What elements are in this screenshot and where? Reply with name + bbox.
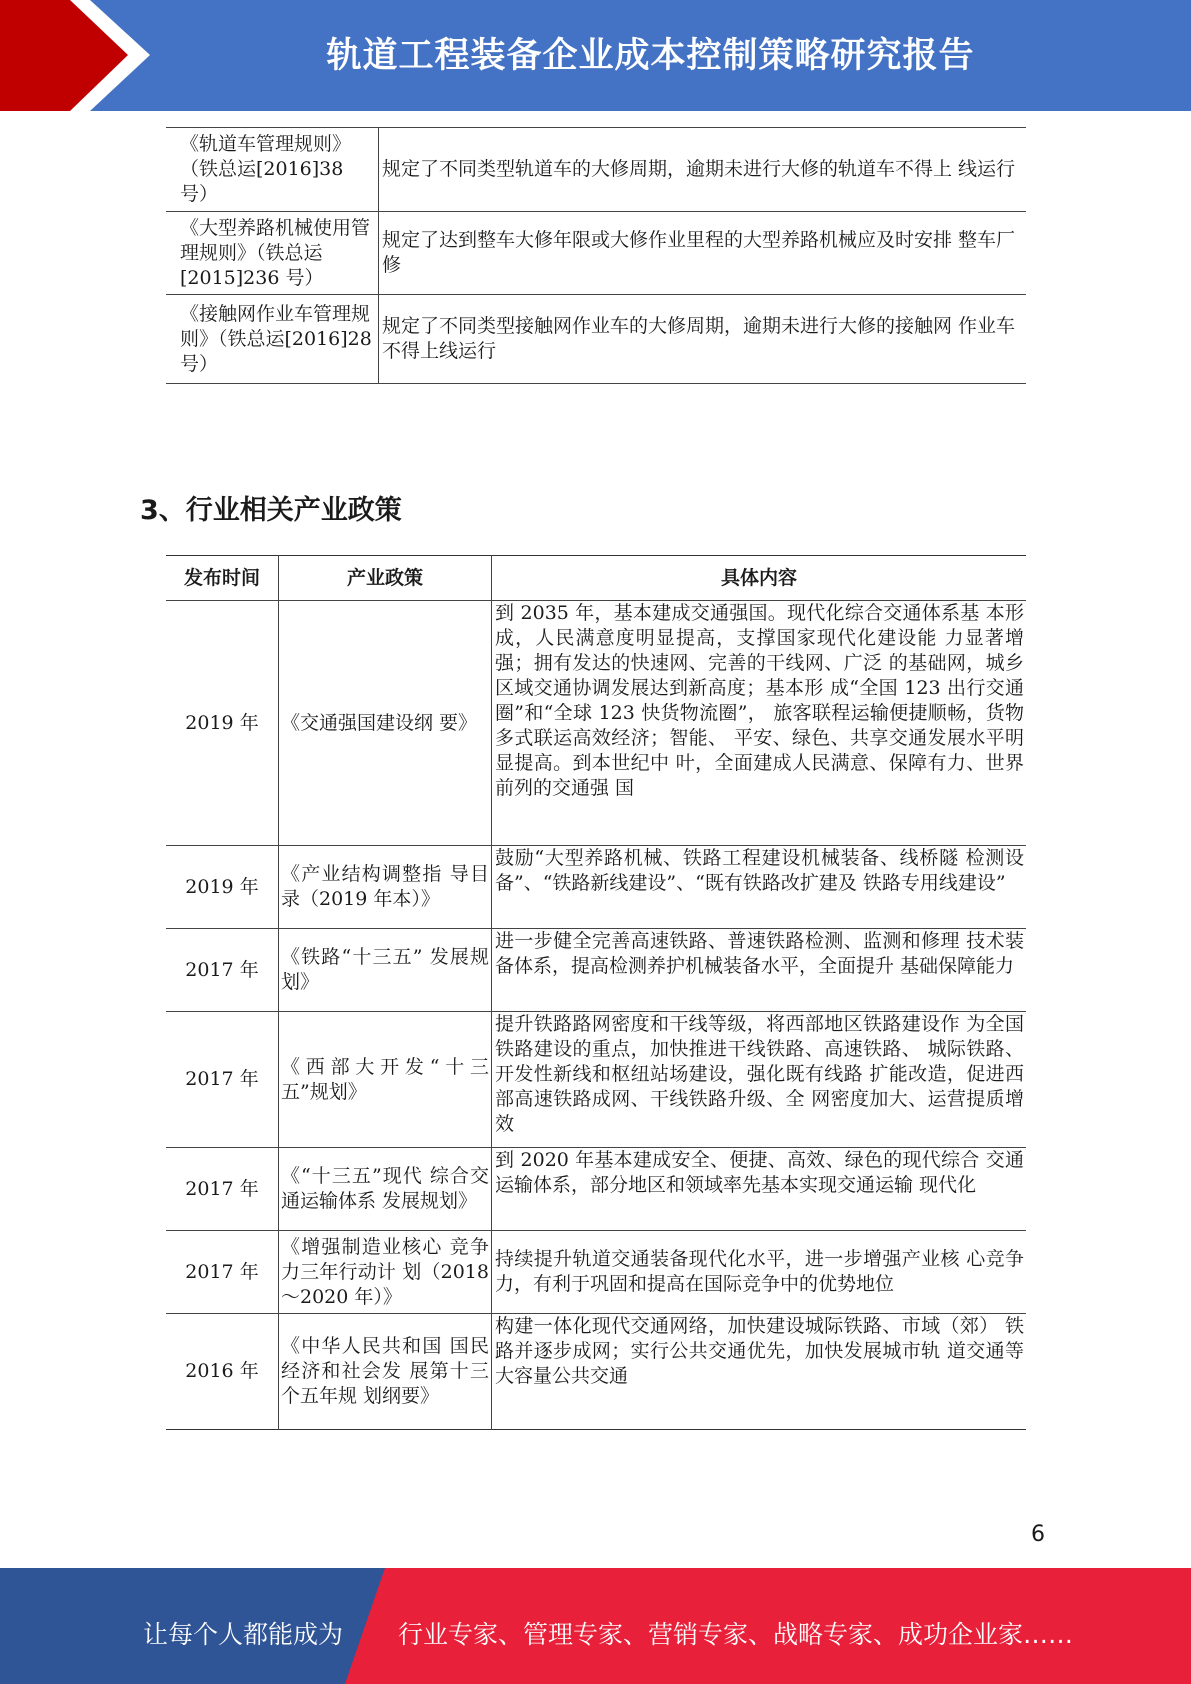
policy-content: 进一步健全完善高速铁路、普速铁路检测、监测和修理 技术装备体系，提高检测养护机械装备水平，全面提升 基础保障能力 [492,929,1027,1012]
policy-year: 2017 年 [166,1231,279,1314]
regulation-name: 《轨道车管理规则》（铁总运[2016]38 号） [166,128,379,212]
table-row [166,929,1026,1012]
policy-year: 2017 年 [166,1012,279,1148]
regulation-content: 规定了达到整车大修年限或大修作业里程的大型养路机械应及时安排 整车厂修 [379,212,1027,295]
column-header-content: 具体内容 [492,556,1027,601]
footer-slogan-right: 行业专家、管理专家、营销专家、战略专家、成功企业家…… [398,1620,1074,1649]
table-row [166,846,1026,929]
policy-year: 2019 年 [166,601,279,846]
policy-year: 2016 年 [166,1314,279,1430]
footer-slogan-left: 让每个人都能成为 [143,1620,344,1649]
policy-content: 到 2020 年基本建成安全、便捷、高效、绿色的现代综合 交通运输体系，部分地区和领域率先基本实现交通运输 现代化 [492,1148,1027,1231]
table-row [166,601,1026,846]
policy-content: 鼓励“大型养路机械、铁路工程建设机械装备、线桥隧 检测设备”、“铁路新线建设”、“既有铁路改扩建及 铁路专用线建设” [492,846,1027,929]
section-title: 3、行业相关产业政策 [140,495,402,526]
table-row [166,295,1026,384]
policy-content: 到 2035 年，基本建成交通强国。现代化综合交通体系基 本形成，人民满意度明显提高，支撑国家现代化建设能 力显著增强；拥有发达的快速网、完善的干线网、广泛 的基础网，城乡区域交通协调发展达到新高度；基本形 成“全国 123 出行交通圈”和“全球 123 快货物流圈”， 旅客联程运输便捷顺畅，货物多式联运高效经济；智能、 平安、绿色、共享交通发展水平明显提高。到本世纪中 叶，全面建成人民满意、保障有力、世界前列的交通强 国 [492,601,1027,846]
table-row [166,1012,1026,1148]
regulation-content: 规定了不同类型轨道车的大修周期，逾期未进行大修的轨道车不得上 线运行 [379,128,1027,212]
table-row [166,1148,1026,1231]
table-row [166,1231,1026,1314]
policy-year: 2019 年 [166,846,279,929]
table-row [166,212,1026,295]
policy-name: 《交通强国建设纲 要》 [279,601,492,846]
table-header-row [166,556,1026,601]
policy-name: 《“十三五”现代 综合交通运输体系 发展规划》 [279,1148,492,1231]
policy-name: 《铁路“十三五” 发展规划》 [279,929,492,1012]
regulation-name: 《大型养路机械使用管理规则》（铁总运[2015]236 号） [166,212,379,295]
table-row [166,128,1026,212]
regulation-content: 规定了不同类型接触网作业车的大修周期，逾期未进行大修的接触网 作业车不得上线运行 [379,295,1027,384]
policy-name: 《产业结构调整指 导目录（2019 年本）》 [279,846,492,929]
regulations-table [166,127,1026,384]
policy-name: 《西部大开发“十三五”规划》 [279,1012,492,1148]
column-header-date: 发布时间 [166,556,279,601]
policy-content: 持续提升轨道交通装备现代化水平，进一步增强产业核 心竞争力，有利于巩固和提高在国际竞争中的优势地位 [492,1231,1027,1314]
header-title: 轨道工程装备企业成本控制策略研究报告 [326,36,975,76]
table-row [166,1314,1026,1430]
column-header-policy: 产业政策 [279,556,492,601]
policy-name: 《增强制造业核心 竞争力三年行动计 划（2018～2020 年）》 [279,1231,492,1314]
policy-table [166,555,1026,1430]
page-number: 6 [1031,1522,1045,1547]
page-header [0,0,1191,111]
header-chevron-decoration [0,0,160,111]
policy-year: 2017 年 [166,1148,279,1231]
policy-year: 2017 年 [166,929,279,1012]
policy-content: 构建一体化现代交通网络，加快建设城际铁路、市域（郊） 铁路并逐步成网；实行公共交通优先，加快发展城市轨 道交通等大容量公共交通 [492,1314,1027,1430]
policy-content: 提升铁路路网密度和干线等级，将西部地区铁路建设作 为全国铁路建设的重点，加快推进干线铁路、高速铁路、 城际铁路、开发性新线和枢纽站场建设，强化既有线路 扩能改造，促进西部高速铁路成网、干线铁路升级、全 网密度加大、运营提质增效 [492,1012,1027,1148]
policy-name: 《中华人民共和国 国民经济和社会发 展第十三个五年规 划纲要》 [279,1314,492,1430]
regulation-name: 《接触网作业车管理规则》（铁总运[2016]28 号） [166,295,379,384]
